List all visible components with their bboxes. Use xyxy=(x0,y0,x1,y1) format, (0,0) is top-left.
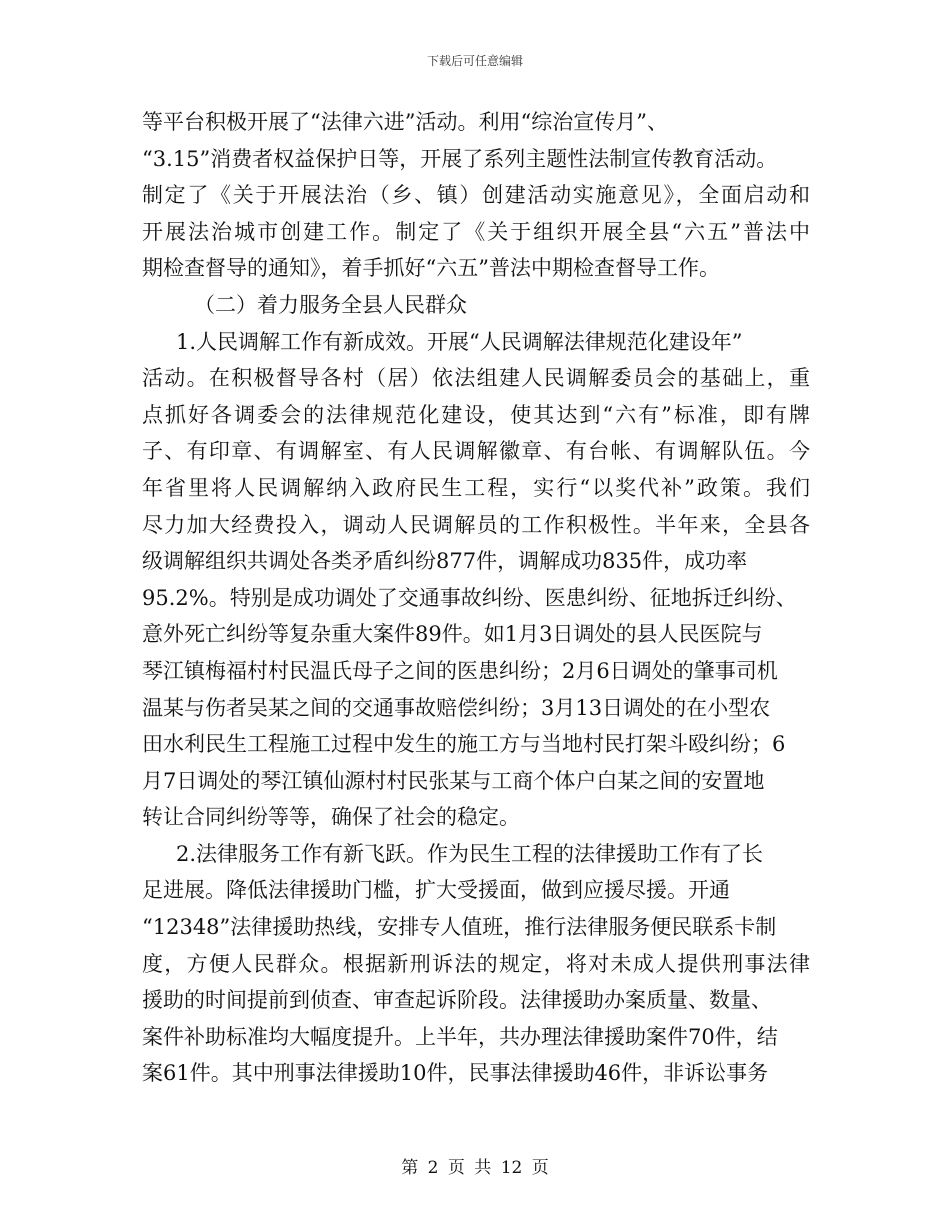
body-line: 案61件。其中刑事法律援助10件，民事法律援助46件，非诉讼事务 xyxy=(142,1061,769,1086)
body-line: 2.法律服务工作有新飞跃。作为民生工程的法律援助工作有了长 xyxy=(176,841,764,866)
document-body xyxy=(142,104,810,1092)
body-line: 年省里将人民调解纳入政府民生工程，实行“以奖代补”政策。我们 xyxy=(142,475,810,500)
body-line: 点抓好各调委会的法律规范化建设，使其达到“六有”标准，即有牌 xyxy=(142,402,810,427)
body-line: 琴江镇梅福村村民温氏母子之间的医患纠纷；2月6日调处的肇事司机 xyxy=(142,658,778,683)
body-line: “3.15”消费者权益保护日等，开展了系列主题性法制宣传教育活动。 xyxy=(142,146,778,171)
body-line: 转让合同纠纷等等，确保了社会的稳定。 xyxy=(142,805,520,830)
section-heading: （二）着力服务全县人民群众 xyxy=(194,292,467,317)
body-line: 月7日调处的琴江镇仙源村村民张某与工商个体户白某之间的安置地 xyxy=(142,768,765,793)
body-line: 意外死亡纠纷等复杂重大案件89件。如1月3日调处的县人民医院与 xyxy=(142,622,763,647)
body-line: “12348”法律援助热线，安排专人值班，推行法律服务便民联系卡制 xyxy=(142,915,777,940)
body-line: 足进展。降低法律援助门槛，扩大受援面，做到应援尽援。开通 xyxy=(142,878,730,903)
body-line: 案件补助标准均大幅度提升。上半年，共办理法律援助案件70件，结 xyxy=(142,1024,778,1049)
page-header: 下载后可任意编辑 xyxy=(426,54,523,68)
body-line: 度，方便人民群众。根据新刑诉法的规定，将对未成人提供刑事法律 xyxy=(142,951,810,976)
body-line: 温某与伤者吴某之间的交通事故赔偿纠纷；3月13日调处的在小型农 xyxy=(142,695,771,720)
body-line: 尽力加大经费投入，调动人民调解员的工作积极性。半年来，全县各 xyxy=(142,512,810,537)
body-line: 等平台积极开展了“法律六进”活动。利用“综治宣传月”、 xyxy=(142,110,668,134)
body-line: 援助的时间提前到侦查、审查起诉阶段。法律援助办案质量、数量、 xyxy=(142,988,772,1013)
body-line: 子、有印章、有调解室、有人民调解徽章、有台帐、有调解队伍。今 xyxy=(142,439,810,464)
body-line: 制定了《关于开展法治（乡、镇）创建活动实施意见》，全面启动和 xyxy=(142,183,810,208)
body-line: 级调解组织共调处各类矛盾纠纷877件，调解成功835件，成功率 xyxy=(142,549,748,574)
body-line: 95.2%。特别是成功调处了交通事故纠纷、医患纠纷、征地拆迁纠纷、 xyxy=(142,585,797,610)
page-footer: 第 2 页 共 12 页 xyxy=(401,1158,549,1178)
body-line: 开展法治城市创建工作。制定了《关于组织开展全县“六五”普法中 xyxy=(142,219,810,244)
body-line: 田水利民生工程施工过程中发生的施工方与当地村民打架斗殴纠纷；6 xyxy=(142,732,786,757)
body-line: 期检查督导的通知》，着手抓好“六五”普法中期检查督导工作。 xyxy=(142,256,720,281)
body-line: 1.人民调解工作有新成效。开展“人民调解法律规范化建设年” xyxy=(176,329,743,354)
body-line: 活动。在积极督导各村（居）依法组建人民调解委员会的基础上，重 xyxy=(142,366,810,391)
